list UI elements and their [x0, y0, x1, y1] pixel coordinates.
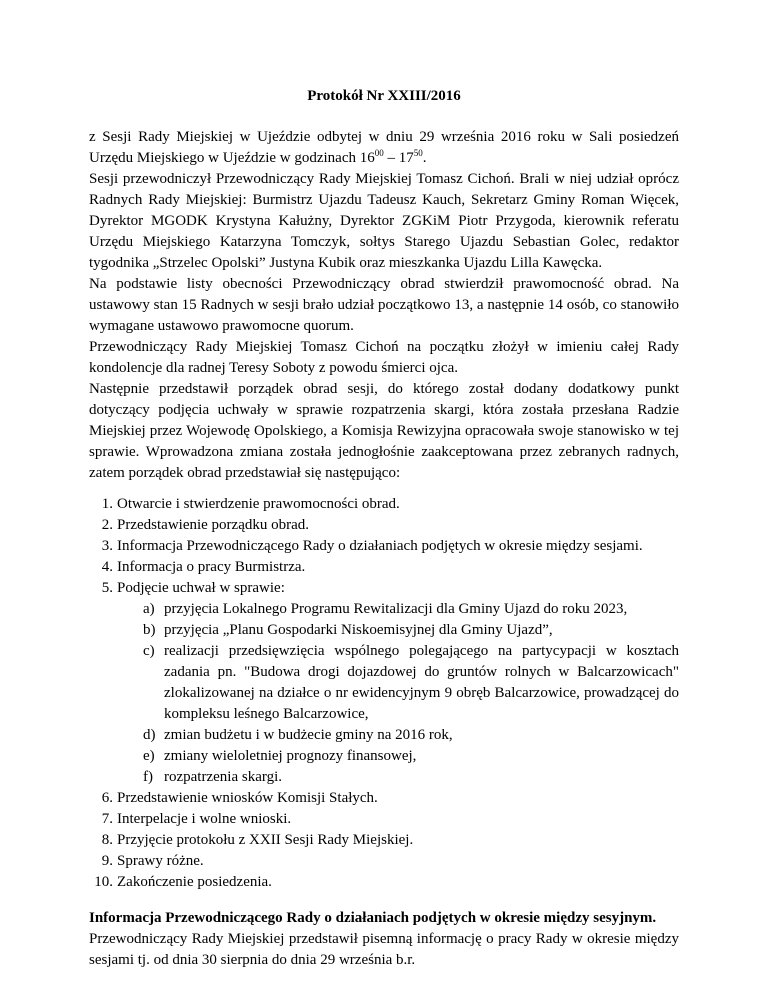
subitem-text: przyjęcia Lokalnego Programu Rewitalizacji dla Gminy Ujazd do roku 2023,: [164, 601, 628, 617]
time-separator: – 17: [383, 150, 414, 166]
agenda-text: Przedstawienie wniosków Komisji Stałych.: [117, 790, 378, 806]
time-start-minutes: 00: [374, 148, 384, 158]
subitem-letter: f): [143, 769, 153, 785]
agenda-number: 2.: [101, 517, 113, 533]
agenda-number: 8.: [101, 832, 113, 848]
subitem-text: przyjęcia „Planu Gospodarki Niskoemisyjnej dla Gminy Ujazd”,: [164, 622, 553, 638]
agenda-item: [89, 536, 679, 557]
agenda-text: Informacja o pracy Burmistrza.: [117, 559, 306, 575]
agenda-number: 6.: [101, 790, 113, 806]
condolences-paragraph: Przewodniczący Rady Miejskiej Tomasz Cichoń na początku złożył w imieniu całej Rady kondolencje dla radnej Teresy Soboty z powodu śmierci ojca.: [89, 339, 679, 376]
intro-end: .: [422, 150, 427, 166]
section-body: Przewodniczący Rady Miejskiej przedstawił pisemną informację o pracy Rady w okresie między sesjami tj. od dnia 30 sierpnia do dnia 29 września b.r.: [89, 931, 679, 968]
agenda-text: Przedstawienie porządku obrad.: [117, 517, 310, 533]
agenda-text: Informacja Przewodniczącego Rady o działaniach podjętych w okresie między sesjami.: [117, 538, 643, 554]
subitem-letter: d): [143, 727, 156, 743]
subitem-letter: a): [143, 601, 155, 617]
agenda-text: Zakończenie posiedzenia.: [117, 874, 272, 890]
agenda-number: 5.: [101, 580, 113, 596]
agenda-item: [89, 872, 679, 893]
subitem-letter: e): [143, 748, 155, 764]
agenda-number: 4.: [101, 559, 113, 575]
resolutions-sublist: [117, 599, 679, 788]
subitem: [117, 641, 679, 725]
agenda-list: [89, 494, 679, 893]
attendance-paragraph: Sesji przewodniczył Przewodniczący Rady Miejskiej Tomasz Cichoń. Brali w niej udział oprócz Radnych Rady Miejskiej: Burmistrz Ujazdu Tadeusz Kauch, Sekretarz Gminy Roman Więcek, Dyrektor MGODK Krystyna Kałużny, Dyrektor ZGKiM Piotr Przygoda, kierownik referatu Urzędu Miejskiego Katarzyna Tomczyk, sołtys Starego Ujazdu Sebastian Golec, redaktor tygodnika „Strzelec Opolski” Justyna Kubik oraz mieszkanka Ujazdu Lilla Kawęcka.: [89, 171, 679, 271]
agenda-item: [89, 830, 679, 851]
agenda-item: [89, 578, 679, 788]
agenda-item: [89, 515, 679, 536]
agenda-number: 9.: [101, 853, 113, 869]
agenda-text: Sprawy różne.: [117, 853, 204, 869]
section-heading: Informacja Przewodniczącego Rady o działaniach podjętych w okresie między sesyjnym.: [89, 910, 657, 926]
agenda-item: [89, 557, 679, 578]
subitem: [117, 767, 679, 788]
quorum-paragraph: Na podstawie listy obecności Przewodniczący obrad stwierdził prawomocność obrad. Na ustawowy stan 15 Radnych w sesji brało udział początkowo 13, a następnie 14 osób, co stanowiło wymagane ustawowo prawomocne quorum.: [89, 276, 679, 334]
subitem-text: zmian budżetu i w budżecie gminy na 2016 rok,: [164, 727, 453, 743]
agenda-number: 7.: [101, 811, 113, 827]
agenda-item: [89, 851, 679, 872]
document-title: Protokół Nr XXIII/2016: [307, 88, 461, 104]
document-page: [89, 86, 679, 971]
agenda-text: Interpelacje i wolne wnioski.: [117, 811, 292, 827]
agenda-number: 10.: [94, 874, 113, 890]
agenda-number: 1.: [101, 496, 113, 512]
subitem: [117, 620, 679, 641]
time-end-minutes: 50: [413, 148, 423, 158]
agenda-number: 3.: [101, 538, 113, 554]
agenda-item: [89, 494, 679, 515]
subitem-text: realizacji przedsięwzięcia wspólnego polegającego na partycypacji w kosztach zadania pn. "Budowa drogi dojazdowej do gruntów rolnych w Balcarzowicach" zlokalizowanej na działce o nr ewidencyjnym 9 obręb Balcarzowice, prowadzącej do kompleksu leśnego Balcarzowice,: [164, 643, 679, 722]
agenda-text: Otwarcie i stwierdzenie prawomocności obrad.: [117, 496, 400, 512]
subitem-letter: b): [143, 622, 156, 638]
subitem: [117, 746, 679, 767]
agenda-item: [89, 809, 679, 830]
subitem: [117, 725, 679, 746]
subitem: [117, 599, 679, 620]
intro-paragraph: [89, 127, 679, 169]
subitem-letter: c): [143, 643, 155, 659]
agenda-item: [89, 788, 679, 809]
agenda-text: Przyjęcie protokołu z XXII Sesji Rady Miejskiej.: [117, 832, 414, 848]
subitem-text: zmiany wieloletniej prognozy finansowej,: [164, 748, 417, 764]
subitem-text: rozpatrzenia skargi.: [164, 769, 283, 785]
intro-text: z Sesji Rady Miejskiej w Ujeździe odbytej w dniu 29 września 2016 roku w Sali posiedzeń Urzędu Miejskiego w Ujeździe w godzinach 16: [89, 129, 679, 166]
agenda-intro-paragraph: Następnie przedstawił porządek obrad sesji, do którego został dodany dodatkowy punkt dotyczący podjęcia uchwały w sprawie rozpatrzenia skargi, która została przesłana Radzie Miejskiej przez Wojewodę Opolskiego, a Komisja Rewizyjna opracowała swoje stanowisko w tej sprawie. Wprowadzona zmiana została jednogłośnie zaakceptowana przez zebranych radnych, zatem porządek obrad przedstawiał się następująco:: [89, 381, 679, 481]
agenda-text: Podjęcie uchwał w sprawie:: [117, 580, 285, 596]
